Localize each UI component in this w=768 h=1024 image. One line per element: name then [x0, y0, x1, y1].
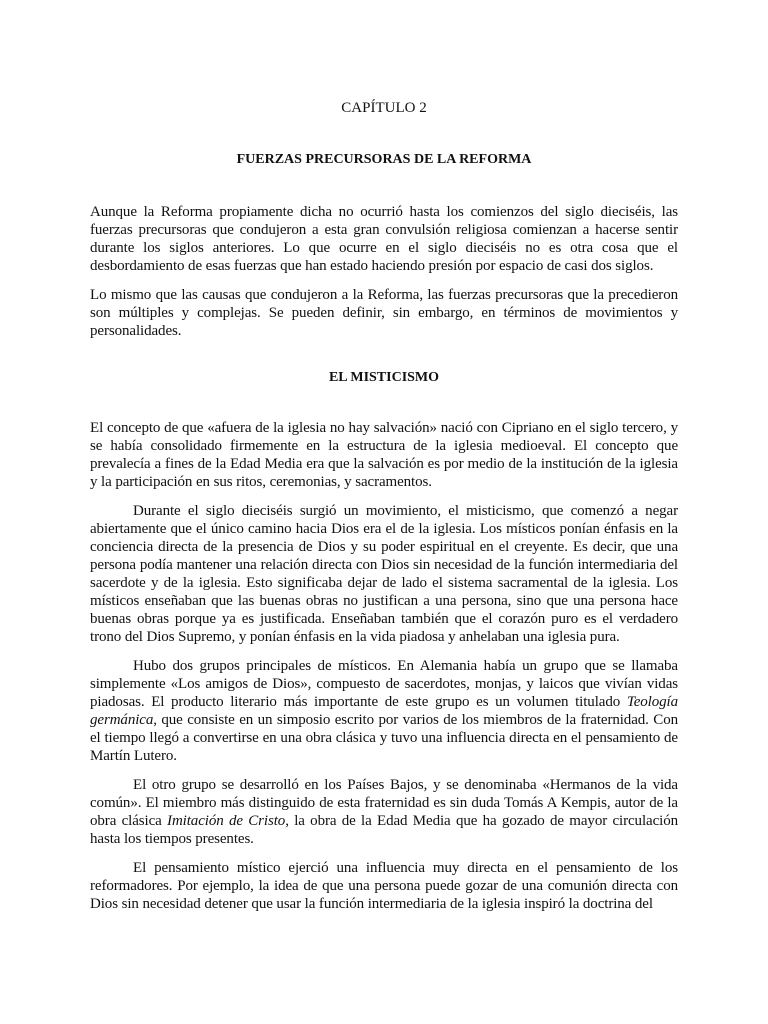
mysticism-section: [90, 419, 678, 924]
chapter-title: FUERZAS PRECURSORAS DE LA REFORMA: [236, 152, 532, 167]
chapter-label: CAPÍTULO 2: [341, 100, 427, 116]
mysticism-paragraph-2: Durante el siglo dieciséis surgió un movimiento, el misticismo, que comenzó a negar abiertamente que el único camino hacia Dios era el de la iglesia. Los místicos ponían énfasis en la conciencia directa de la presencia de Dios y su poder espiritual en el creyente. Es decir, que una persona podía mantener una relación directa con Dios sin necesidad de la función intermediaria del sacerdote y de la iglesia. Esto significaba dejar de lado el sistema sacramental de la iglesia. Los místicos enseñaban que las buenas obras no justifican a una persona, sino que una persona hace buenas obras porque ya es justificada. Enseñaban también que el corazón puro es el verdadero trono del Dios Supremo, y ponían énfasis en la vida piadosa y anhelaban una iglesia pura.: [90, 503, 678, 645]
mysticism-paragraph-1: El concepto de que «afuera de la iglesia no hay salvación» nació con Cipriano en el siglo tercero, y se había consolidado firmemente en la estructura de la iglesia medioeval. El concepto que prevalecía a fines de la Edad Media era que la salvación es por medio de la institución de la iglesia y la participación en sus ritos, ceremonias, y sacramentos.: [90, 420, 678, 490]
section-heading: EL MISTICISMO: [328, 370, 440, 385]
intro-paragraph-2: Lo mismo que las causas que condujeron a la Reforma, las fuerzas precursoras que la precedieron son múltiples y complejas. Se pueden definir, sin embargo, en términos de movimientos y personalidades.: [90, 287, 678, 339]
paragraph-text: Hubo dos grupos principales de místicos. En Alemania había un grupo que se llamaba simplemente «Los amigos de Dios», compuesto de sacerdotes, monjas, y laicos que vivían vidas piadosas. El producto literario más importante de este grupo es un volumen titulado: [90, 658, 678, 710]
intro-paragraph-1: Aunque la Reforma propiamente dicha no ocurrió hasta los comienzos del siglo dieciséis, las fuerzas precursoras que condujeron a esta gran convulsión religiosa comienzan a hacerse sentir durante los siglos anteriores. Lo que ocurre en el siglo dieciséis no es otra cosa que el desbordamiento de esas fuerzas que han estado haciendo presión por espacio de casi dos siglos.: [90, 204, 678, 274]
paragraph-text: El otro grupo se desarrolló en los Países Bajos, y se denominaba «Hermanos de la vida común». El miembro más distinguido de esta fraternidad es sin duda Tomás A Kempis, autor de la obra clásica: [90, 777, 678, 829]
paragraph-text: , que consiste en un simposio escrito por varios de los miembros de la fraternidad. Con el tiempo llegó a convertirse en una obra clásica y tuvo una influencia directa en el pensamiento de Martín Lutero.: [90, 712, 678, 764]
book-title-imitacion-de-cristo: Imitación de Cristo: [167, 813, 286, 829]
mysticism-paragraph-4: [90, 776, 678, 848]
paragraph-text: , la obra de la Edad Media que ha gozado de mayor circulación hasta los tiempos presentes.: [90, 813, 679, 847]
intro-section: [90, 203, 678, 351]
book-title-teologia-germanica: Teología germánica: [90, 694, 678, 728]
mysticism-paragraph-5: El pensamiento místico ejerció una influencia muy directa en el pensamiento de los reformadores. Por ejemplo, la idea de que una persona puede gozar de una comunión directa con Dios sin necesidad detener que usar la función intermediaria de la iglesia inspiró la doctrina del: [90, 860, 678, 912]
mysticism-paragraph-3: [90, 657, 678, 765]
